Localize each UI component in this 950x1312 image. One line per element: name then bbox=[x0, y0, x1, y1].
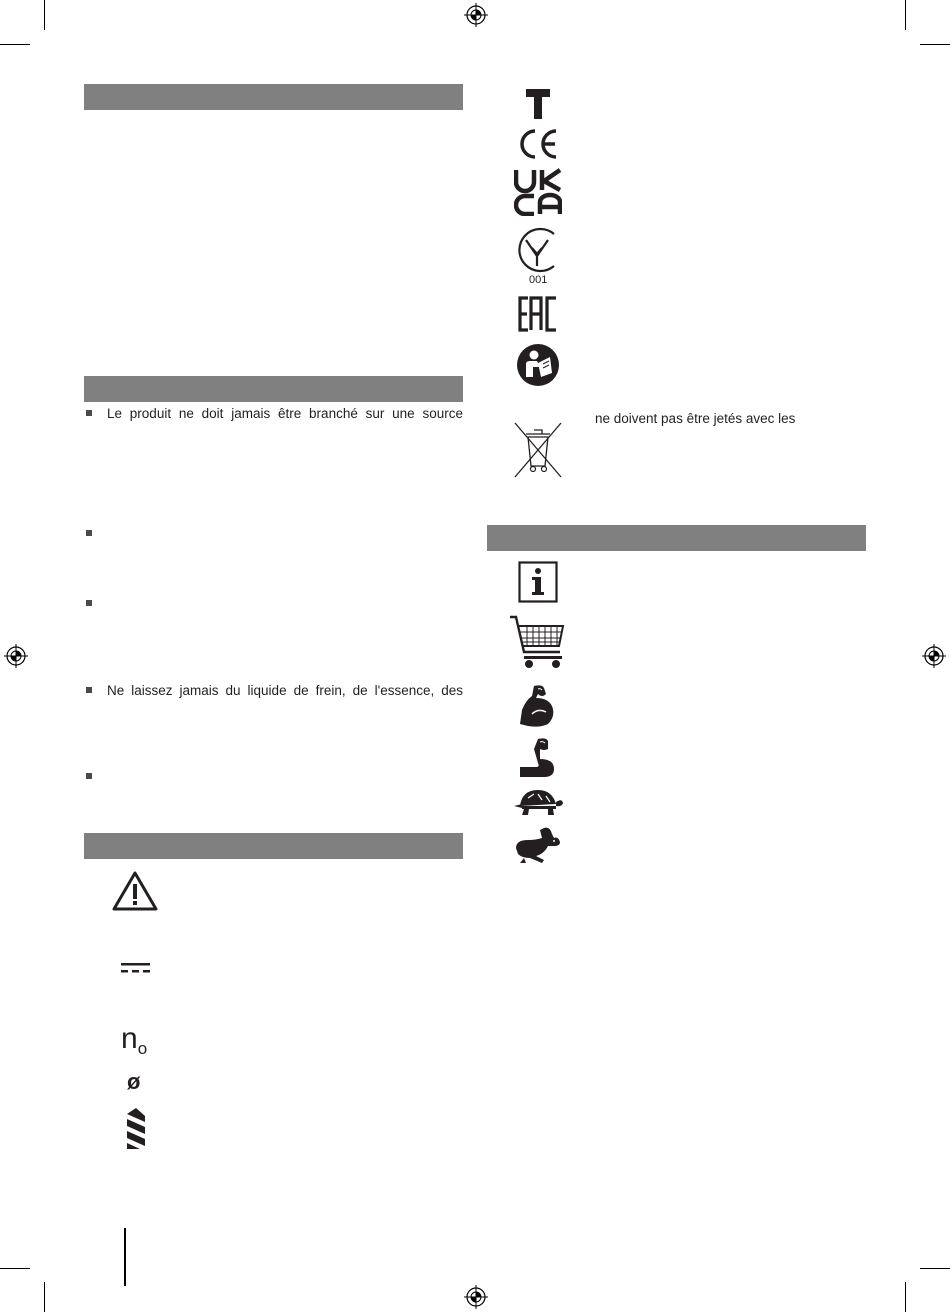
crossed-bin-icon bbox=[512, 420, 564, 480]
margin-rule bbox=[124, 1228, 126, 1286]
no-load-speed-main: n bbox=[121, 1022, 138, 1055]
crop-mark bbox=[905, 0, 906, 30]
no-load-speed-sub: o bbox=[137, 1039, 148, 1058]
ua-tr-mark-icon bbox=[514, 226, 560, 274]
hare-icon bbox=[514, 826, 562, 864]
section-header-bar bbox=[487, 525, 866, 551]
strong-arm-icon bbox=[518, 684, 558, 728]
crop-mark bbox=[44, 1282, 45, 1312]
dc-current-icon bbox=[120, 962, 152, 974]
weak-arm-icon bbox=[518, 737, 556, 779]
registration-target-icon bbox=[922, 644, 946, 668]
registration-target-icon bbox=[464, 1285, 488, 1309]
list-bullet bbox=[86, 600, 92, 606]
list-bullet bbox=[86, 687, 92, 693]
ce-mark-icon bbox=[518, 128, 560, 160]
crop-mark bbox=[0, 1268, 30, 1269]
crop-mark bbox=[920, 1268, 950, 1269]
list-item-text: Ne laissez jamais du liquide de frein, de l'essence, des bbox=[107, 683, 463, 698]
registration-target-icon bbox=[4, 644, 28, 668]
ua-mark-number: 001 bbox=[529, 274, 548, 286]
eac-mark-icon bbox=[518, 296, 558, 332]
warning-triangle-icon bbox=[111, 870, 159, 912]
weee-text: ne doivent pas être jetés avec les bbox=[595, 411, 796, 426]
list-bullet bbox=[86, 773, 92, 779]
no-load-speed-symbol bbox=[121, 1024, 147, 1058]
section-header-bar bbox=[84, 376, 463, 402]
info-icon bbox=[518, 561, 558, 603]
t-mark-icon bbox=[525, 88, 551, 120]
ukca-mark-icon bbox=[514, 168, 562, 216]
list-bullet bbox=[86, 530, 92, 536]
section-header-bar bbox=[84, 833, 463, 859]
drill-bit-icon bbox=[126, 1108, 146, 1150]
list-bullet bbox=[86, 410, 92, 416]
crop-mark bbox=[920, 44, 950, 45]
diameter-symbol: ø bbox=[127, 1069, 141, 1094]
list-item-text: Le produit ne doit jamais être branché sur une source bbox=[107, 406, 463, 421]
crop-mark bbox=[44, 0, 45, 30]
read-manual-icon bbox=[516, 343, 560, 387]
registration-target-icon bbox=[464, 3, 488, 27]
section-header-bar bbox=[84, 84, 463, 110]
tortoise-icon bbox=[512, 786, 564, 816]
cart-icon bbox=[508, 614, 566, 670]
crop-mark bbox=[0, 44, 30, 45]
crop-mark bbox=[905, 1282, 906, 1312]
